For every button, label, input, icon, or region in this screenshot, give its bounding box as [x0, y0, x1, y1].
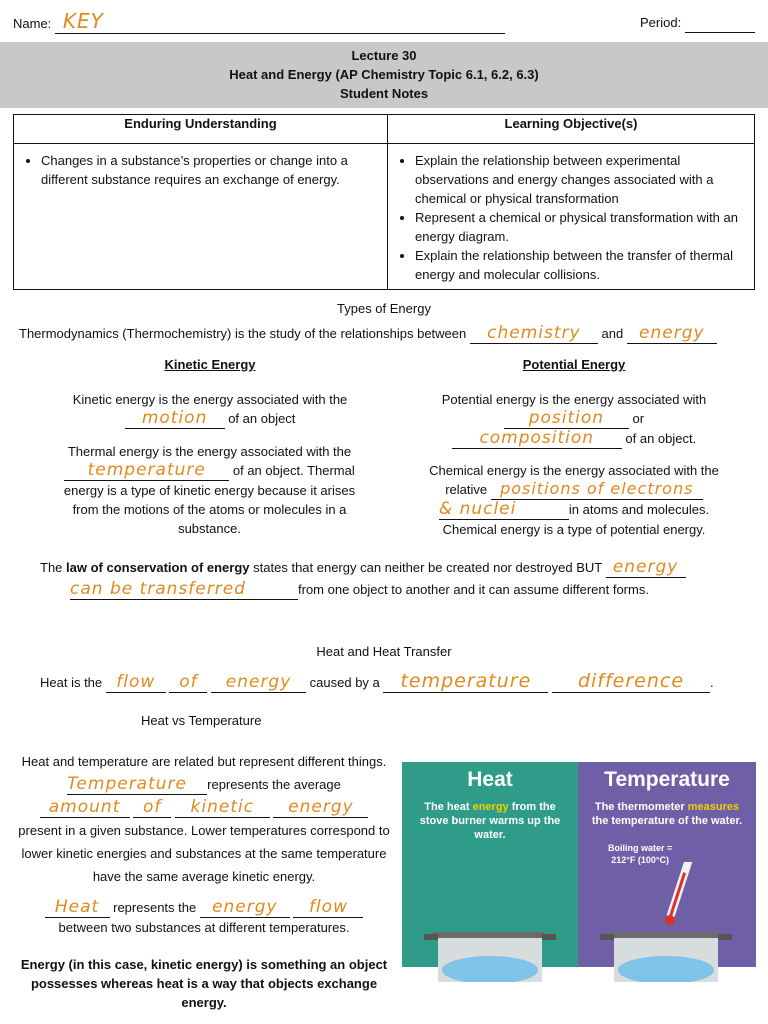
law-text-a: The: [40, 560, 63, 575]
answer-heat: Heat: [54, 897, 100, 917]
temp-text-a: The thermometer: [594, 801, 685, 813]
answer-blank[interactable]: [70, 580, 298, 600]
hvt-p1-c: present in a given substance. Lower temperatures correspond to lower kinetic energies and substances at the same temperature have the same average kinetic energy.: [18, 823, 390, 884]
heat-definition-line: [40, 672, 760, 693]
potential-heading: Potential Energy: [522, 357, 626, 372]
learning-objectives-header: Learning Objective(s): [388, 115, 755, 144]
enduring-item: • Changes in a substance’s properties or change into a different substance requires an exchange of energy.: [41, 151, 378, 189]
answer-blank[interactable]: [211, 673, 306, 693]
answer-blank[interactable]: [169, 673, 207, 693]
answer-blank[interactable]: [552, 672, 710, 693]
pot-on-stove-icon: [402, 862, 578, 982]
answer-energy-flow2: flow: [308, 897, 348, 917]
answer-blank[interactable]: [293, 898, 363, 918]
name-field[interactable]: [55, 9, 505, 34]
thermo-line: [19, 324, 759, 344]
objective-item: • Explain the relationship between the transfer of thermal energy and molecular collisions.: [415, 246, 745, 284]
answer-blank[interactable]: [504, 409, 629, 429]
answer-blank[interactable]: [133, 798, 171, 818]
answer-of: of: [179, 672, 198, 692]
law-text-b: states that energy can neither be created nor destroyed BUT: [253, 560, 602, 575]
objective-item: • Explain the relationship between experimental observations and energy changes associated with a chemical or physical transformation: [415, 151, 745, 208]
hvt-p1-b: represents the average: [207, 777, 341, 792]
answer-nuclei: & nuclei: [438, 499, 517, 519]
answer-composition: composition: [479, 428, 595, 448]
kinetic-heading: Kinetic Energy: [164, 357, 256, 372]
answer-blank[interactable]: [64, 461, 229, 481]
hvt-p2-a: represents the: [113, 900, 197, 915]
answer-blank[interactable]: [200, 898, 290, 918]
period-line: [640, 14, 755, 33]
heat-text-highlight: energy: [472, 801, 509, 813]
and-text: and: [601, 326, 624, 341]
law-text-c: from one object to another and it can assume different forms.: [298, 582, 649, 597]
answer-blank[interactable]: [383, 672, 548, 693]
answer-positions-electrons: positions of electrons: [500, 479, 694, 498]
answer-temperature-heat: temperature: [400, 670, 532, 692]
answer-blank[interactable]: [273, 798, 368, 818]
heat-panel-text: [402, 800, 578, 842]
period-field[interactable]: [685, 14, 755, 33]
lecture-subtitle: Student Notes: [339, 86, 429, 101]
answer-motion: motion: [141, 408, 208, 428]
answer-chemistry: chemistry: [487, 323, 581, 343]
potential-p2-text: Chemical energy is the energy associated with the relative: [429, 463, 719, 497]
answer-temperature: temperature: [87, 460, 206, 480]
temperature-panel: [578, 762, 756, 967]
potential-p2-note: Chemical energy is a type of potential energy.: [442, 522, 706, 537]
heat-panel-title: Heat: [467, 768, 513, 791]
kinetic-paragraph-1: [50, 390, 370, 429]
answer-blank[interactable]: [452, 429, 622, 449]
potential-p1-end: of an object.: [625, 431, 697, 446]
or-text: or: [632, 411, 645, 426]
heat-transfer-title: Heat and Heat Transfer: [316, 644, 452, 659]
answer-blank[interactable]: [125, 409, 225, 429]
period-label: Period:: [640, 15, 682, 30]
answer-blank[interactable]: [106, 673, 166, 693]
answer-energy-law: energy: [612, 557, 679, 577]
answer-blank[interactable]: [175, 798, 270, 818]
answer-blank[interactable]: [606, 558, 686, 578]
kinetic-paragraph-2: [62, 442, 357, 538]
law-paragraph-2: [70, 580, 750, 600]
name-value: KEY: [62, 9, 104, 33]
answer-temperature-hvt: Temperature: [67, 774, 187, 794]
answer-blank[interactable]: [470, 324, 598, 344]
boiling-label-text: Boiling water =: [608, 843, 673, 853]
answer-can-be-transferred: can be transferred: [70, 579, 246, 599]
answer-amount: amount: [48, 797, 121, 817]
heat-text-a: The heat: [424, 801, 470, 813]
answer-blank[interactable]: [45, 898, 110, 918]
heat-vs-temp-title: Heat vs Temperature: [141, 713, 262, 728]
thermometer-icon: [665, 862, 694, 925]
enduring-understanding-cell: [14, 144, 388, 290]
heat-def-text-a: Heat is the: [40, 675, 103, 690]
heat-vs-temperature-figure: [402, 762, 756, 967]
law-term: law of conservation of energy: [66, 560, 250, 575]
learning-objectives-cell: [388, 144, 755, 290]
kinetic-p2-end: of an object. Thermal energy is a type of kinetic energy because it arises from the motions of the atoms or molecules in a substance.: [63, 463, 356, 536]
heat-vs-temp-paragraph-3: [14, 955, 394, 1012]
objectives-table: [13, 114, 755, 290]
pot-with-thermometer-icon: [578, 862, 756, 982]
period-mark: .: [710, 675, 714, 690]
thermo-text: Thermodynamics (Thermochemistry) is the study of the relationships between: [19, 326, 467, 341]
answer-blank[interactable]: [439, 500, 569, 520]
objective-item: • Represent a chemical or physical transformation with an energy diagram.: [415, 208, 745, 246]
enduring-understanding-header: Enduring Understanding: [14, 115, 388, 144]
hvt-p2-b: between two substances at different temperatures.: [58, 920, 350, 935]
answer-position: position: [528, 408, 605, 428]
lecture-title: Heat and Energy (AP Chemistry Topic 6.1, 6.2, 6.3): [229, 67, 539, 82]
name-label: Name:: [13, 16, 52, 31]
potential-paragraph-1: [424, 390, 724, 449]
answer-difference: difference: [577, 670, 685, 692]
heat-vs-temp-paragraph-2: [18, 898, 390, 937]
heat-text-b: from the stove burner warms up the water.: [419, 801, 561, 841]
kinetic-p2-text: Thermal energy is the energy associated with the: [67, 444, 352, 459]
answer-kinetic: kinetic: [190, 797, 255, 817]
answer-energy-heat: energy: [225, 672, 292, 692]
answer-blank[interactable]: [67, 775, 207, 795]
heat-def-text-b: caused by a: [309, 675, 380, 690]
name-line: [13, 9, 505, 34]
answer-energy-flow1: energy: [212, 897, 278, 917]
answer-blank[interactable]: [40, 798, 130, 818]
answer-energy-hvt: energy: [288, 797, 354, 817]
kinetic-p1-end: of an object: [228, 411, 296, 426]
answer-energy: energy: [639, 323, 705, 343]
temperature-panel-title: Temperature: [604, 768, 730, 791]
answer-blank[interactable]: [491, 480, 703, 500]
lecture-number: Lecture 30: [351, 48, 417, 63]
kinetic-p1-text: Kinetic energy is the energy associated with the: [72, 392, 348, 407]
temp-text-highlight: measures: [687, 801, 740, 813]
law-paragraph: [40, 558, 730, 578]
types-title: Types of Energy: [337, 301, 431, 316]
hvt-p1-text: Heat and temperature are related but represent different things.: [21, 754, 387, 769]
heat-panel: [402, 762, 578, 967]
boiling-value: 212°F (100°C): [611, 855, 669, 865]
answer-flow: flow: [116, 672, 156, 692]
hvt-p3: Energy (in this case, kinetic energy) is something an object possesses whereas heat is a way that objects exchange energy.: [20, 957, 388, 1010]
potential-p2-end: in atoms and molecules.: [568, 502, 710, 517]
temperature-panel-text: [578, 800, 756, 828]
answer-of-hvt: of: [142, 797, 162, 817]
temp-text-b: the temperature of the water.: [591, 815, 743, 827]
title-banner: [0, 42, 768, 108]
heat-vs-temp-paragraph-1: [18, 750, 390, 888]
potential-p1-text: Potential energy is the energy associated with: [441, 392, 707, 407]
answer-blank[interactable]: [627, 324, 717, 344]
potential-paragraph-2: [420, 461, 728, 539]
